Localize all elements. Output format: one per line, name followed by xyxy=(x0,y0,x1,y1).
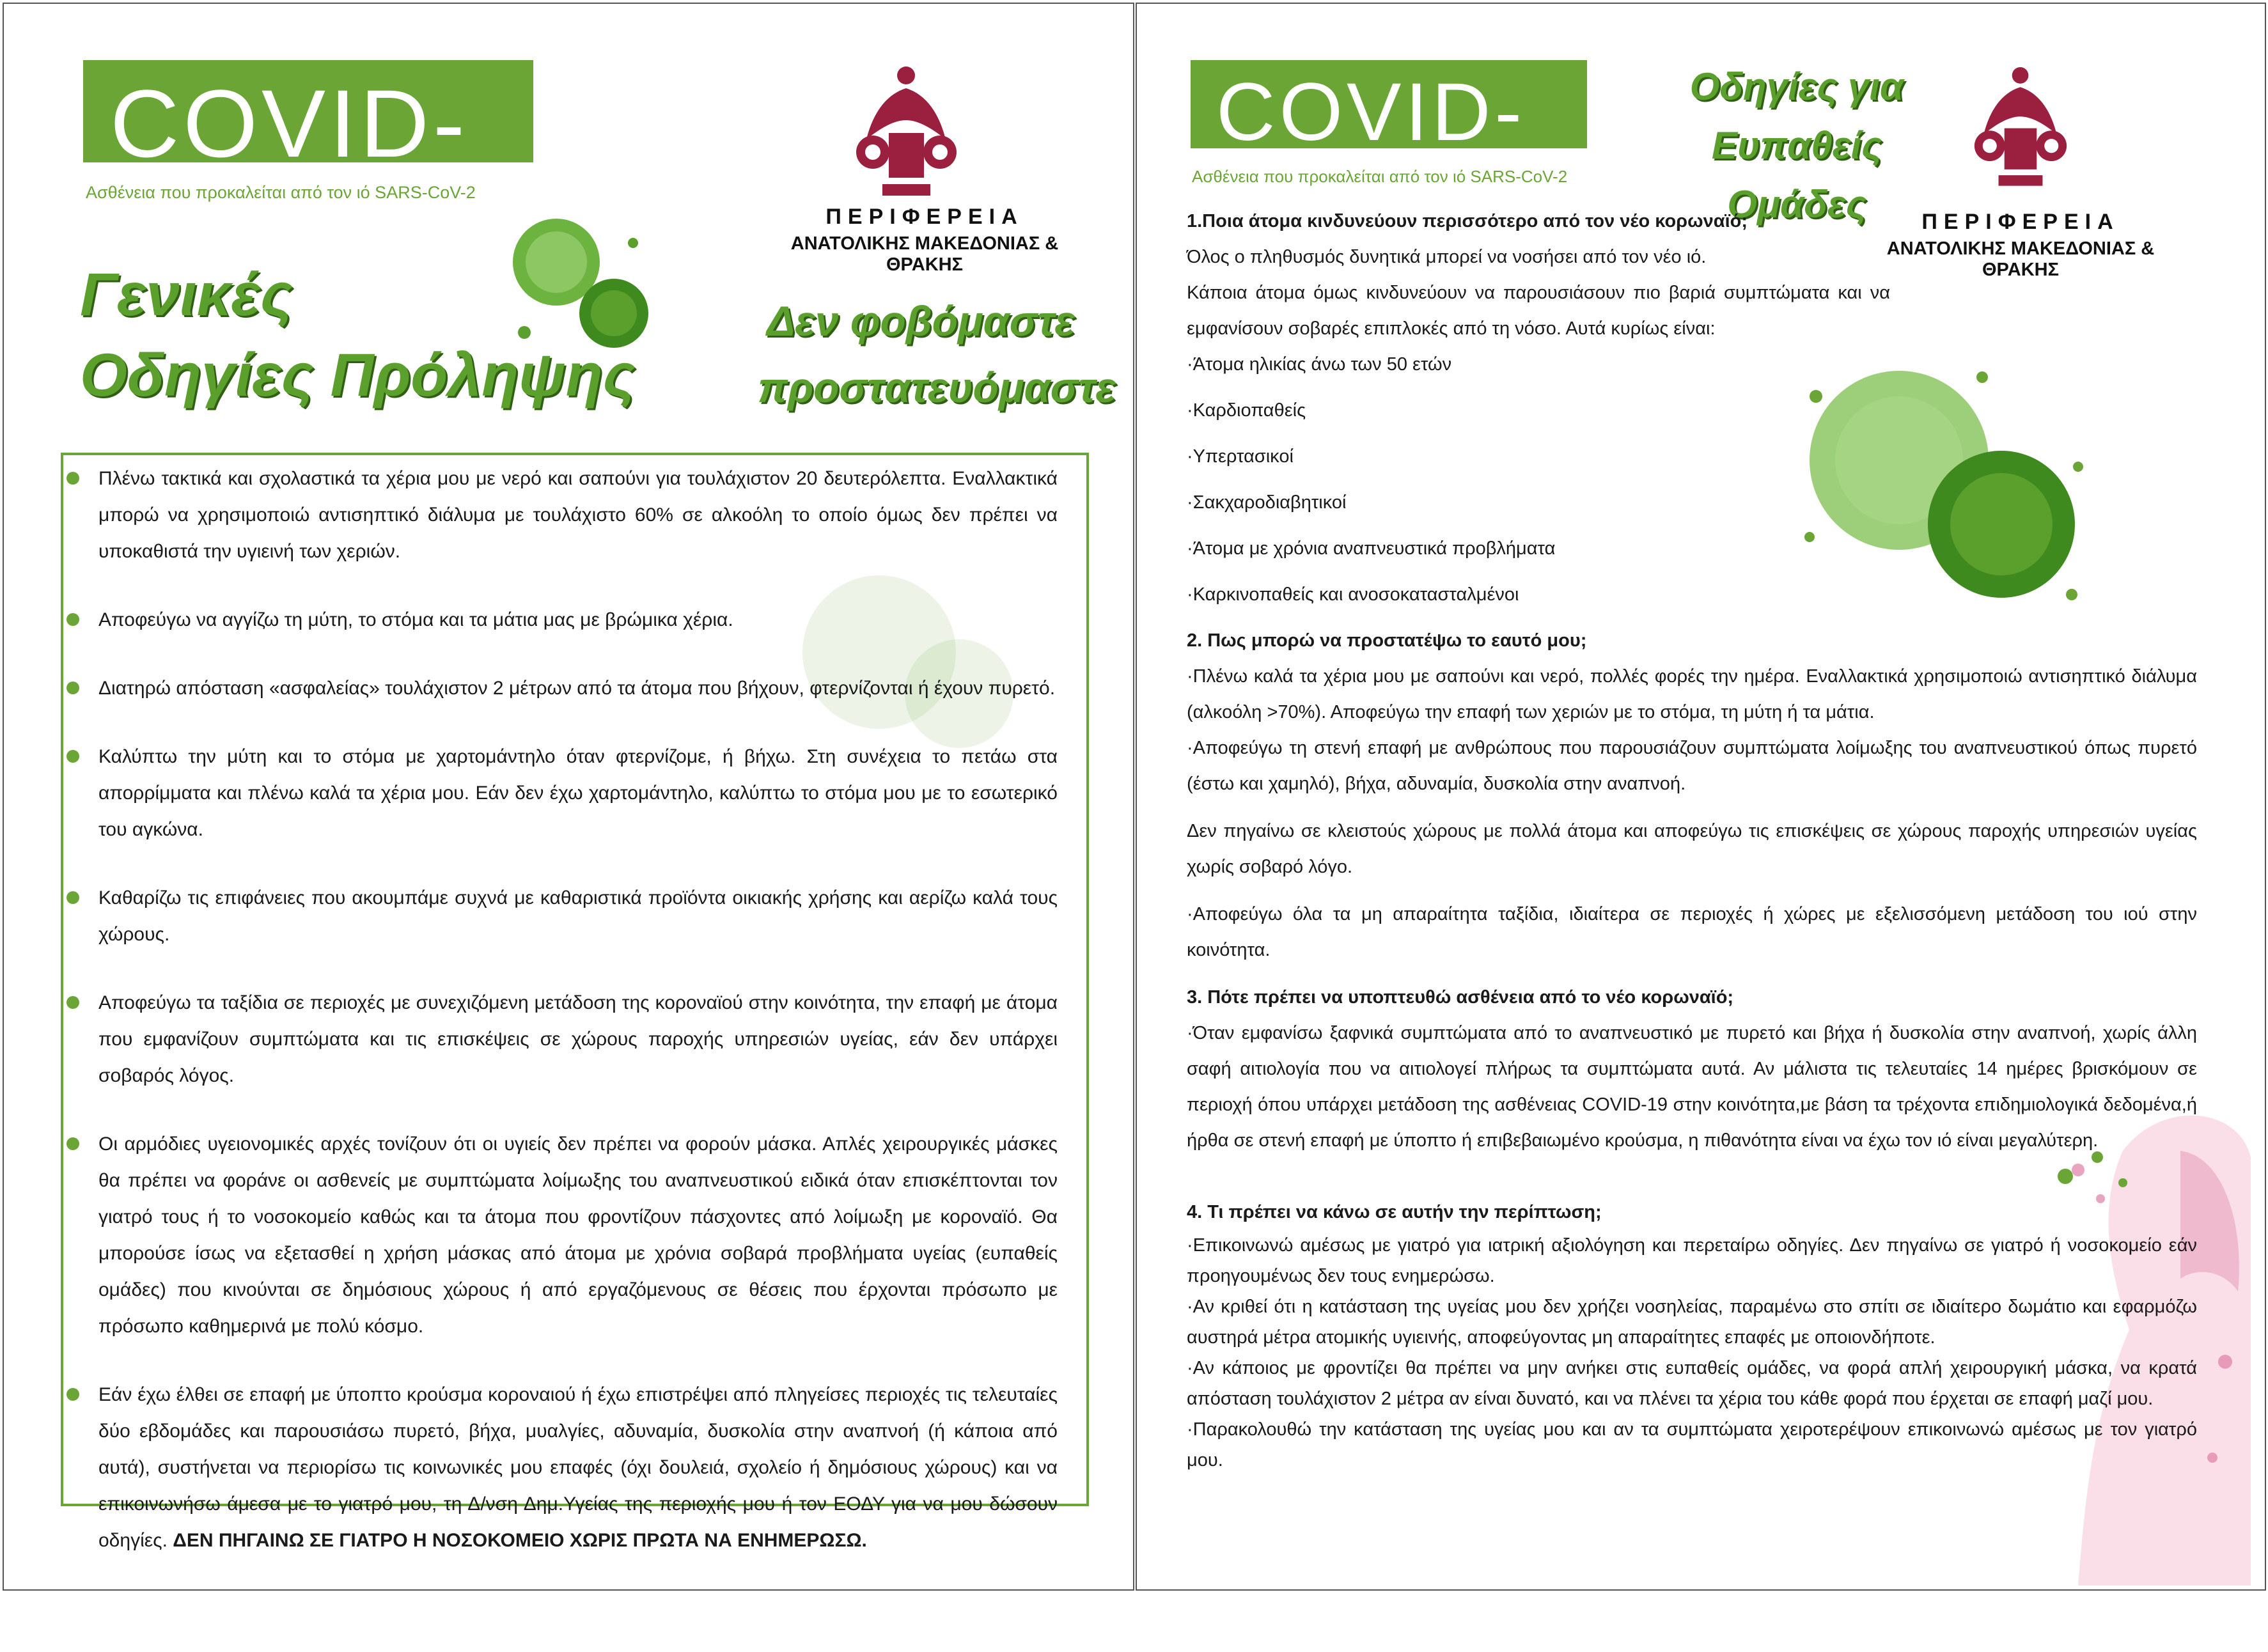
covid-badge-right: COVID-19 xyxy=(1191,60,1587,148)
heading-line-2: Ευπαθείς Ομάδες xyxy=(1711,124,1882,226)
region-logo-left xyxy=(847,56,966,203)
q4-paragraph: ·Αν κριθεί ότι η κατάσταση της υγείας μου δεν χρήζει νοσηλείας, παραμένω στο σπίτι σε ιδιαίτερο δωμάτιο και εφαρμόζω αυστηρά μέτρα ατομικής υγιεινής, αποφεύγοντας μη απαραίτητες επαφές με οποιονδήποτε. xyxy=(1187,1297,2197,1348)
bullet-item: Καθαρίζω τις επιφάνειες που ακουμπάμε συχνά με καθαριστικά προϊόντα οικιακής χρήσης και αερίζω καλά τους χώρους. xyxy=(98,880,1058,953)
region-line-2: ΑΝΑΤΟΛΙΚΗΣ ΜΑΚΕΔΟΝΙΑΣ & ΘΡΑΚΗΣ xyxy=(790,233,1059,275)
heading-line-2: Οδηγίες Πρόληψης xyxy=(80,341,636,409)
bullet-item: Καλύπτω την μύτη και το στόμα με χαρτομάντηλο όταν φτερνίζομε, ή βήχω. Στη συνέχεια το πετάω στα απορρίμματα και πλένω καλά τα χέρια μου. Εάν δεν έχω χαρτομάντηλο, καλύπτω το στόμα μου με το εσωτερικό του αγκώνα. xyxy=(98,738,1058,848)
region-logo-right xyxy=(1966,55,2075,196)
q2-paragraph: Δεν πηγαίνω σε κλειστούς χώρους με πολλά άτομα και αποφεύγω τις επισκέψεις σε χώρους παροχής υπηρεσιών υγείας χωρίς σοβαρό λόγο. xyxy=(1187,821,2197,877)
heading-line-1: Γενικές xyxy=(80,261,293,329)
region-line-2: ΑΝΑΤΟΛΙΚΗΣ ΜΑΚΕΔΟΝΙΑΣ & ΘΡΑΚΗΣ xyxy=(1886,238,2155,280)
q4-title: 4. Τι πρέπει να κάνω σε αυτήν την περίπτωση; xyxy=(1187,1202,1602,1222)
motto-line-2: προστατευόμαστε xyxy=(758,364,1116,411)
q3-title: 3. Πότε πρέπει να υποπτευθώ ασθένεια από το νέο κορωναϊό; xyxy=(1187,987,1734,1008)
prevention-bullet-list xyxy=(98,460,1058,1591)
bullet-item: Οι αρμόδιες υγειονομικές αρχές τονίζουν ότι οι υγιείς δεν πρέπει να φορούν μάσκα. Απλές χειρουργικές μάσκες θα πρέπει να φοράνε οι ασθενείς με συμπτώματα λοίμωξης του αναπνευστικού ειδικά όταν επισκέπτονται τον γιατρό τους ή το νοσοκομείο καθώς και τα άτομα που φροντίζουν πάσχοντες από λοίμωξη με κοροναϊό. Θα μπορούσε ίσως να εξετασθεί η χρήση μάσκας από άτομα με χρόνια σοβαρά προβλήματα υγείας (ευπαθείς ομάδες) που κινούνται σε δημόσιους χώρους ή από εργαζόμενους σε θέσεις που έρχονται πρόσωπο με πρόσωπο καθημερινά με πολύ κόσμο. xyxy=(98,1126,1058,1344)
risk-group-item: ·Καρκινοπαθείς και ανοσοκατασταλμένοι xyxy=(1187,584,1519,605)
risk-group-item: ·Καρδιοπαθείς xyxy=(1187,400,1306,421)
q4-paragraph: ·Επικοινωνώ αμέσως με γιατρό για ιατρική αξιολόγηση και περεταίρω οδηγίες. Δεν πηγαίνω σε γιατρό ή νοσοκομείο εάν προηγουμένως δεν τους ενημερώσω. xyxy=(1187,1235,2197,1286)
bullet-item: Αποφεύγω να αγγίζω τη μύτη, το στόμα και τα μάτια μας με βρώμικα χέρια. xyxy=(98,602,1058,638)
q2-paragraph: ·Αποφεύγω όλα τα μη απαραίτητα ταξίδια, ιδιαίτερα σε περιοχές ή χώρες με εξελισσόμενη μετάδοση του ιού στην κοινότητα. xyxy=(1187,904,2197,960)
bullet-last-text: Εάν έχω έλθει σε επαφή με ύποπτο κρούσμα κοροναιού ή έχω επιστρέψει από πληγείσες περιοχές τις τελευταίες δύο εβδομάδες και παρουσιάσω πυρετό, βήχα, μυαλγίες, αδυναμία, δυσκολία στην αναπνοή (ή κάποια από αυτά), συστήνεται να περιορίσω τις κοινωνικές μου επαφές (όχι δουλειά, σχολείο ή δημόσιους χώρους) και να επικοινωνήσω άμεσα με το γιατρό μου, τη Δ/νση Δημ.Υγείας της περιοχής μου ή τον ΕΟΔΥ για να μου δώσουν οδηγίες. xyxy=(98,1384,1058,1551)
risk-group-item: ·Άτομα ηλικίας άνω των 50 ετών xyxy=(1187,354,1452,375)
bullet-item: Διατηρώ απόσταση «ασφαλείας» τουλάχιστον 2 μέτρων από τα άτομα που βήχουν, φτερνίζονται ή έχουν πυρετό. xyxy=(98,670,1058,706)
q1-paragraph: Κάποια άτομα όμως κινδυνεύουν να παρουσιάσουν πιο βαριά συμπτώματα και να εμφανίσουν σοβαρές επιπλοκές από τη νόσο. Αυτά κυρίως είναι: xyxy=(1187,283,1890,339)
q1-title: 1.Ποια άτομα κινδυνεύουν περισσότερο από τον νέο κορωναϊό; xyxy=(1187,211,1748,231)
region-name-left xyxy=(758,205,1091,276)
motto xyxy=(758,288,1116,421)
region-line-1: ΠΕΡΙΦΕΡΕΙΑ xyxy=(825,205,1024,229)
q1-paragraph: Όλος ο πληθυσμός δυνητικά μπορεί να νοσήσει από τον νέο ιό. xyxy=(1187,247,1707,267)
bullet-item: Αποφεύγω τα ταξίδια σε περιοχές με συνεχιζόμενη μετάδοση της κοροναϊού στην κοινότητα, την επαφή με άτομα που εμφανίζουν συμπτώματα και τις επισκέψεις σε χώρους παροχής υπηρεσιών υγείας, εάν δεν υπάρχει σοβαρός λόγος. xyxy=(98,985,1058,1094)
bullet-last-emphasis: ΔΕΝ ΠΗΓΑΙΝΩ ΣΕ ΓΙΑΤΡΟ Η ΝΟΣΟΚΟΜΕΙΟ ΧΩΡΙΣ ΠΡΩΤΑ ΝΑ ΕΝΗΜΕΡΩΣΩ. xyxy=(173,1530,867,1551)
bullet-item: Πλένω τακτικά και σχολαστικά τα χέρια μου με νερό και σαπούνι για τουλάχιστον 20 δευτερόλεπτα. Εναλλακτικά μπορώ να χρησιμοποιώ αντισηπτικό διάλυμα με τουλάχιστο 60% σε αλκοόλη το οποίο όμως δεν πρέπει να υποκαθιστά την υγιεινή των χεριών. xyxy=(98,460,1058,570)
q4-paragraph: ·Παρακολουθώ την κατάσταση της υγείας μου και αν τα συμπτώματα χειροτερέψουν επικοινωνώ αμέσως με τον γιατρό μου. xyxy=(1187,1419,2197,1470)
q2-paragraph: ·Αποφεύγω τη στενή επαφή με ανθρώπους που παρουσιάζουν συμπτώματα λοίμωξης του αναπνευστικού όπως πυρετό (έστω και χαμηλό), βήχα, αδυναμία, δυσκολία στην αναπνοή. xyxy=(1187,738,2197,794)
heading-line-1: Οδηγίες για xyxy=(1689,65,1904,108)
disease-subtitle-left: Ασθένεια που προκαλείται από τον ιό SARS-CoV-2 xyxy=(86,183,476,202)
q2-title: 2. Πως μπορώ να προστατέψω το εαυτό μου; xyxy=(1187,630,1587,651)
q2-paragraph: ·Πλένω καλά τα χέρια μου με σαπούνι και νερό, πολλές φορές την ημέρα. Εναλλακτικά χρησιμοποιώ αντισηπτικό διάλυμα (αλκοόλη >70%). Αποφεύγω την επαφή των χεριών με το στόμα, τη μύτη ή τα μάτια. xyxy=(1187,666,2197,722)
disease-subtitle-right: Ασθένεια που προκαλείται από τον ιό SARS-CoV-2 xyxy=(1192,167,1568,186)
bullet-item-last xyxy=(98,1376,1058,1559)
q3-paragraph: ·Όταν εμφανίσω ξαφνικά συμπτώματα από το αναπνευστικό με πυρετό και βήχα ή δυσκολία στην αναπνοή, χωρίς άλλη σαφή αιτιολογία που να αιτιολογεί πλήρως τα συμπτώματα αυτά. Αν μάλιστα τις τελευταίες 14 ημέρες βρισκόμουν σε περιοχή όπου υπάρχει μετάδοση της ασθένειας COVID-19 στην κοινότητα,με βάση τα τρέχοντα επιδημιολογικά δεδομένα,ή ήρθα σε στενή επαφή με ύποπτο ή επιβεβαιωμένο κρούσμα, η πιθανότητα είναι να έχω τον ιό είναι μεγαλύτερη. xyxy=(1187,1023,2197,1151)
vulnerable-groups-text xyxy=(1187,203,2197,1476)
general-guidelines-heading xyxy=(80,254,635,416)
risk-group-item: ·Υπερτασικοί xyxy=(1187,446,1294,467)
region-line-1: ΠΕΡΙΦΕΡΕΙΑ xyxy=(1921,210,2120,234)
covid-badge-left: COVID-19 xyxy=(83,60,533,162)
risk-group-item: ·Άτομα με χρόνια αναπνευστικά προβλήματα xyxy=(1187,538,1556,559)
risk-group-item: ·Σακχαροδιαβητικοί xyxy=(1187,492,1347,513)
motto-line-1: Δεν φοβόμαστε xyxy=(766,297,1075,345)
q4-paragraph: ·Αν κάποιος με φροντίζει θα πρέπει να μην ανήκει στις ευπαθείς ομάδες, να φορά απλή χειρουργική μάσκα, να κρατά απόσταση τουλάχιστον 2 μέτρα αν είναι δυνατό, και να πλένει τα χέρια του κάθε φορά που έρχεται σε επαφή μαζί μου. xyxy=(1187,1358,2197,1409)
